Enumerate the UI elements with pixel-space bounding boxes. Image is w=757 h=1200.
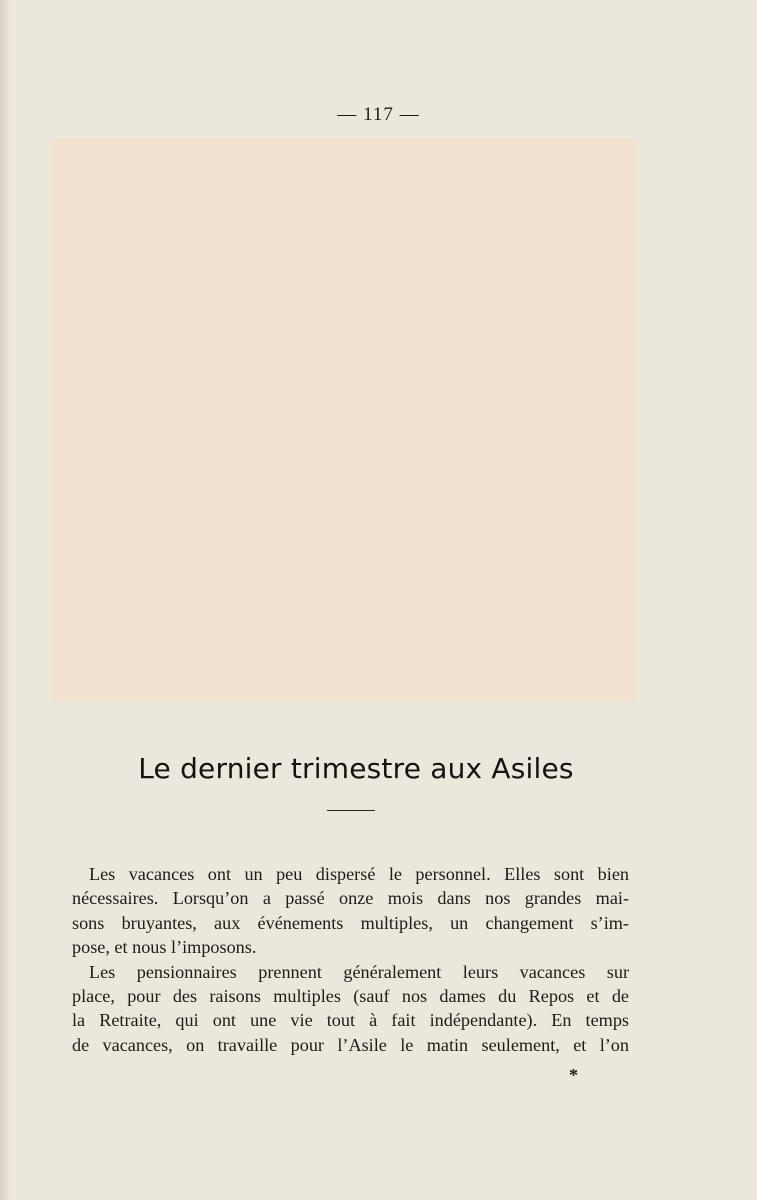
text-line: de vacances, on travaille pour l’Asile le matin seulement, et l’on — [72, 1034, 629, 1055]
page-edge-shadow — [0, 0, 10, 1200]
text-line: sons bruyantes, aux événements multiples, un changement s’im- — [72, 912, 629, 933]
text-line: Les pensionnaires prennent généralement leurs vacances sur — [89, 961, 629, 982]
section-title: Le dernier trimestre aux Asiles — [138, 752, 574, 785]
text-line: nécessaires. Lorsqu’on a passé onze mois dans nos grandes mai- — [72, 888, 629, 909]
text-line: place, pour des raisons multiples (sauf nos dames du Repos et de — [72, 986, 629, 1007]
footer-signature-mark: * — [569, 1065, 578, 1085]
text-line: pose, et nous l’imposons. — [72, 937, 257, 958]
text-line: Les vacances ont un peu dispersé le personnel. Elles sont bien — [89, 864, 629, 884]
illustration-placeholder — [51, 139, 637, 702]
text-line: la Retraite, qui ont une vie tout à fait indépendante). En temps — [72, 1010, 629, 1031]
body-paragraphs — [72, 862, 629, 1057]
page-number: — 117 — — [337, 104, 420, 125]
title-underline-rule — [327, 810, 375, 811]
